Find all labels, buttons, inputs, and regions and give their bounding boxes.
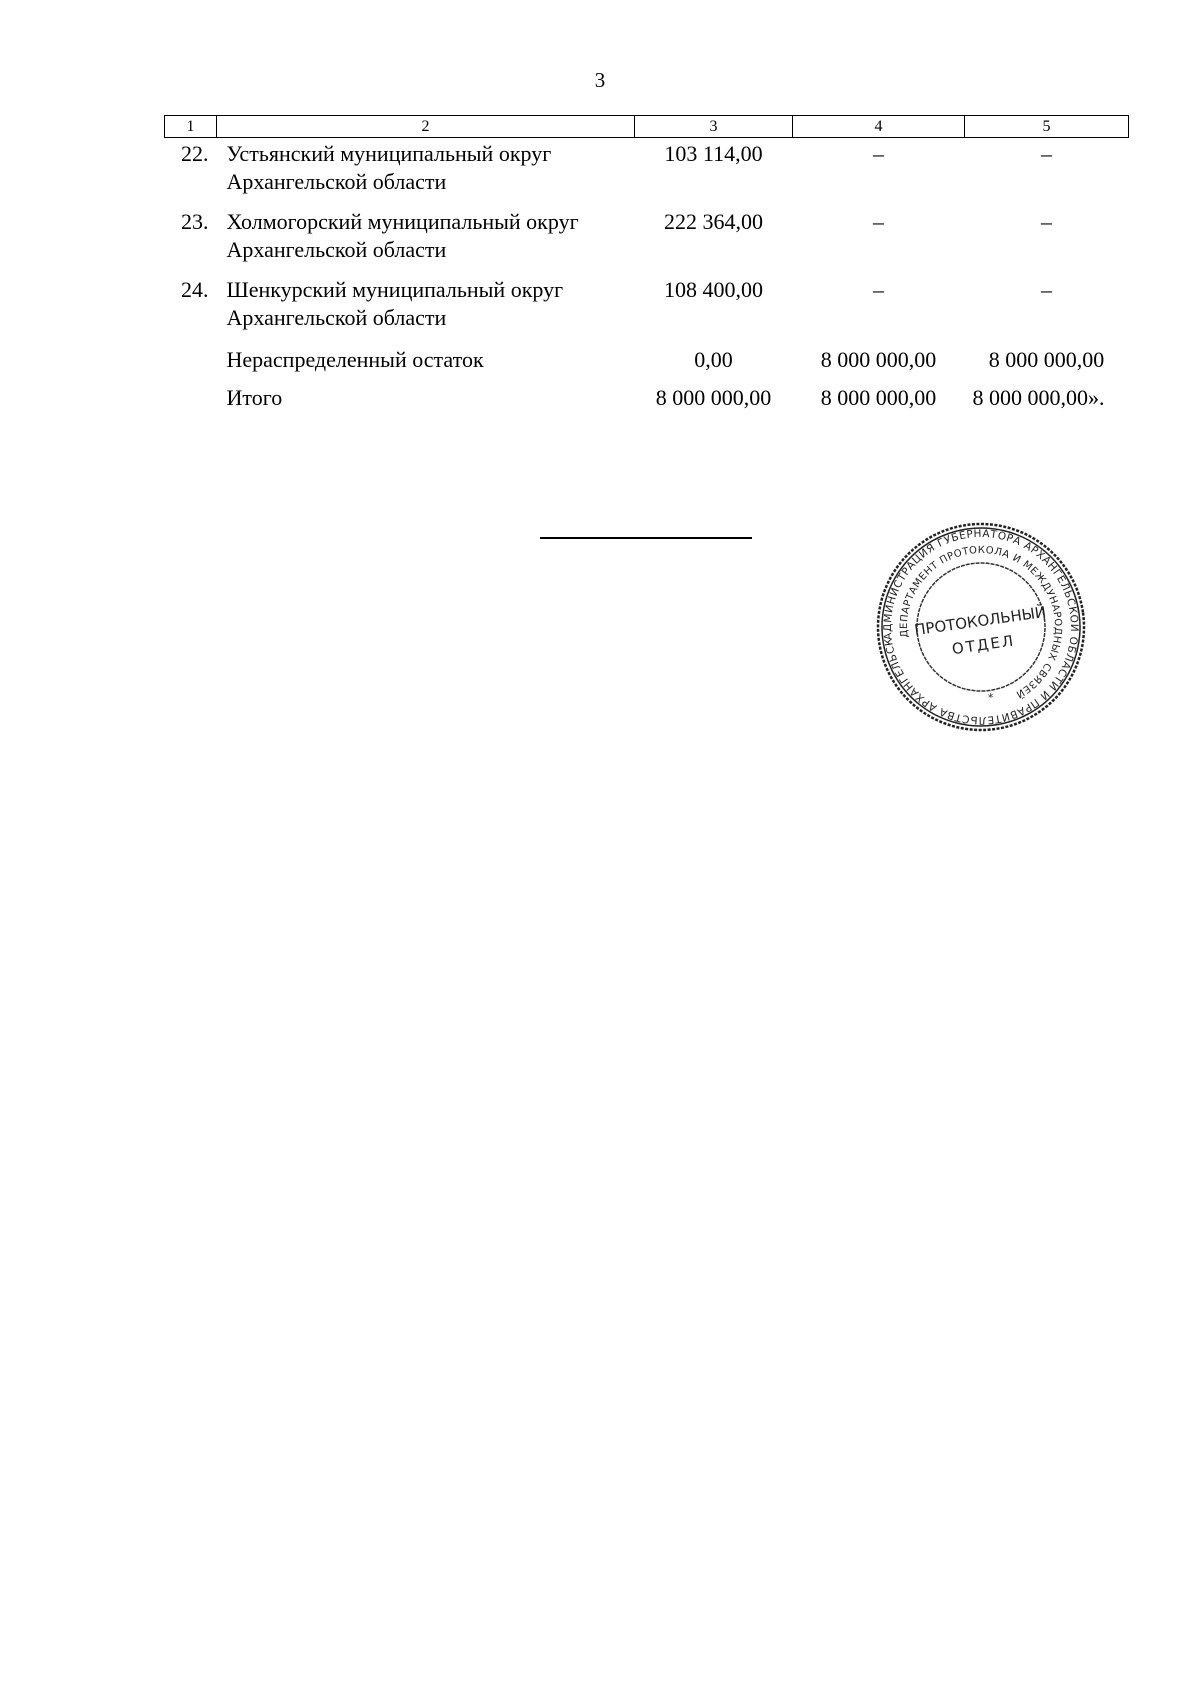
table-row	[165, 138, 1129, 207]
total-col3: 8 000 000,00	[655, 385, 772, 410]
amount-col4: –	[873, 209, 884, 234]
column-header-4: 4	[793, 116, 965, 138]
seal-outer-text: АДМИНИСТРАЦИЯ ГУБЕРНАТОРА АРХАНГЕЛЬСКОЙ ОБЛАСТИ И ПРАВИТЕЛЬСТВА АРХАНГЕЛЬСКОЙ	[881, 527, 1081, 727]
remainder-col5: 8 000 000,00	[988, 347, 1105, 372]
total-row	[165, 380, 1129, 418]
row-number: 24.	[181, 277, 209, 302]
remainder-row	[165, 342, 1129, 380]
remainder-col3: 0,00	[694, 347, 733, 372]
municipality-name-line: Архангельской области	[226, 305, 447, 330]
municipality-name-line: Шенкурский муниципальный округ	[226, 277, 564, 302]
column-header-2: 2	[217, 116, 635, 138]
amount-col3: 222 364,00	[664, 209, 763, 234]
official-seal	[874, 520, 1088, 734]
amount-col5: –	[1041, 209, 1052, 234]
seal-inner-text: ДЕПАРТАМЕНТ ПРОТОКОЛА И МЕЖДУНАРОДНЫХ СВЯЗЕЙ	[898, 544, 1064, 700]
amount-col5: –	[1041, 141, 1052, 166]
municipality-name-line: Архангельской области	[226, 237, 447, 262]
municipality-name	[217, 206, 635, 274]
table-row	[165, 206, 1129, 274]
seal-center-line2: ОТДЕЛ	[950, 631, 1017, 659]
municipality-name	[217, 274, 635, 342]
remainder-col4: 8 000 000,00	[820, 347, 937, 372]
allocation-table	[164, 115, 1129, 418]
municipality-name-line: Холмогорский муниципальный округ	[226, 209, 579, 234]
remainder-empty-cell	[165, 342, 217, 380]
municipality-name-line: Архангельской области	[226, 169, 447, 194]
table-row	[165, 274, 1129, 342]
amount-col3: 108 400,00	[664, 277, 763, 302]
row-number: 22.	[181, 141, 209, 166]
total-col4: 8 000 000,00	[820, 385, 937, 410]
amount-col3: 103 114,00	[664, 141, 763, 166]
page-number: 3	[594, 68, 606, 92]
total-label: Итого	[226, 385, 283, 410]
seal-star-icon: *	[987, 690, 995, 705]
amount-col4: –	[873, 277, 884, 302]
column-header-3: 3	[635, 116, 793, 138]
table-header-row	[165, 116, 1129, 138]
amount-col4: –	[873, 141, 884, 166]
municipality-name-line: Устьянский муниципальный округ	[226, 141, 552, 166]
column-header-1: 1	[165, 116, 217, 138]
municipality-name	[217, 138, 635, 207]
row-number: 23.	[181, 209, 209, 234]
amount-col5: –	[1041, 277, 1052, 302]
remainder-label: Нераспределенный остаток	[226, 347, 484, 372]
seal-center-line1: ПРОТОКОЛЬНЫЙ	[913, 602, 1048, 640]
total-empty-cell	[165, 380, 217, 418]
separator-line	[540, 537, 752, 539]
column-header-5: 5	[965, 116, 1129, 138]
total-col5: 8 000 000,00».	[972, 385, 1105, 410]
